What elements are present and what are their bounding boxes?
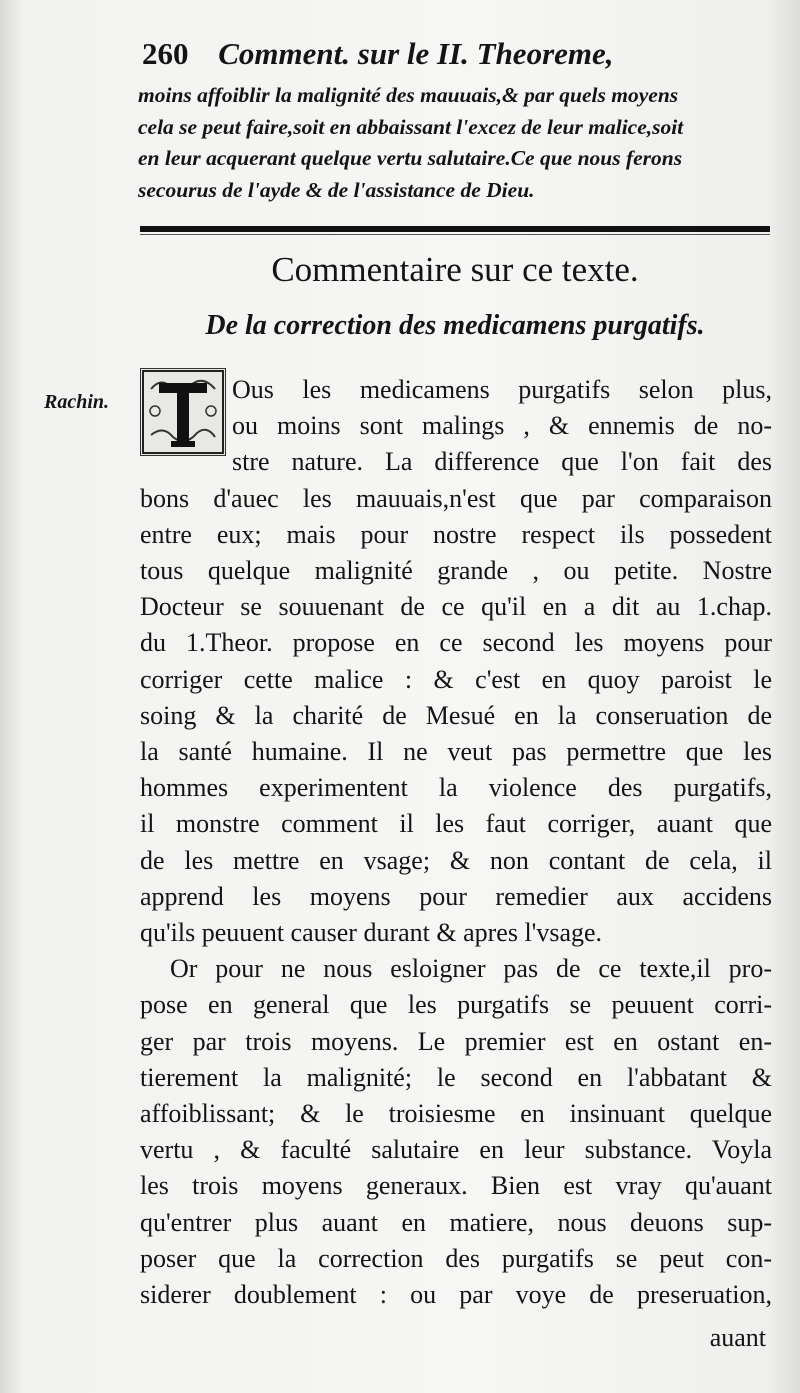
text-line: corriger cette malice : & c'est en quoy paroist le [140, 664, 772, 694]
text-line: les trois moyens generaux. Bien est vray qu'auant [140, 1171, 772, 1201]
text-line: de les mettre en vsage; & non contant de cela, il [140, 845, 772, 875]
section-title: Commentaire sur ce texte. [271, 250, 639, 289]
text-line: vertu , & faculté salutaire en leur substance. Voyla [140, 1135, 772, 1165]
text-line: ou moins sont malings , & ennemis de no- [232, 411, 772, 441]
body-text [140, 372, 772, 1313]
catchword: auant [709, 1323, 766, 1352]
text-line: qu'entrer plus auant en matiere, nous deuons sup- [140, 1207, 772, 1237]
text-line: pose en general que les purgatifs se peuuent corri- [140, 990, 772, 1020]
intro-text [138, 80, 778, 206]
text-line: siderer doublement : ou par voye de preseruation, [140, 1280, 772, 1310]
running-header [142, 36, 772, 72]
intro-line: en leur acquerant quelque vertu salutaire.Ce que nous ferons [138, 146, 683, 170]
text-line: bons d'auec les mauuais,n'est que par comparaison [140, 483, 772, 513]
intro-line: cela se peut faire,soit en abbaissant l'excez de leur malice,soit [138, 114, 684, 139]
intro-line: secourus de l'ayde & de l'assistance de Dieu. [138, 177, 535, 202]
text-line: entre eux; mais pour nostre respect ils possedent [140, 519, 772, 549]
intro-line: moins affoiblir la malignité des mauuais,& par quels moyens [138, 83, 679, 107]
text-line: Or pour ne nous esloigner pas de ce texte,il pro- [170, 954, 772, 984]
text-line: ger par trois moyens. Le premier est en ostant en- [140, 1026, 772, 1056]
text-line: tierement la malignité; le second en l'abbatant & [140, 1062, 772, 1092]
text-line: soing & la charité de Mesué en la conseruation de [140, 700, 772, 730]
text-line: Ous les medicamens purgatifs selon plus, [232, 375, 772, 404]
text-line: tous quelque malignité grande , ou petite. Nostre [140, 556, 772, 586]
text-line: du 1.Theor. propose en ce second les moyens pour [140, 628, 772, 658]
text-line: poser que la correction des purgatifs se peut con- [140, 1243, 772, 1273]
section-subtitle: De la correction des medicamens purgatifs. [205, 310, 705, 341]
text-line: hommes experimentent la violence des purgatifs, [140, 773, 772, 803]
running-title: Comment. sur le II. Theoreme, [218, 36, 614, 71]
text-line: stre nature. La difference que l'on fait des [232, 447, 772, 477]
text-line: qu'ils peuuent causer durant & apres l'vsage. [140, 918, 603, 948]
text-line: il monstre comment il les faut corriger, auant que [140, 809, 772, 839]
text-line: apprend les moyens pour remedier aux accidens [140, 881, 772, 911]
text-line: affoiblissant; & le troisiesme en insinuant quelque [140, 1099, 772, 1129]
margin-note: Rachin. [44, 391, 110, 413]
divider-rule-thin [140, 234, 770, 235]
text-line: Docteur se souuenant de ce qu'il en a dit au 1.chap. [140, 592, 772, 622]
page-number: 260 [142, 36, 189, 71]
text-line: la santé humaine. Il ne veut pas permettre que les [140, 737, 772, 767]
divider-rule [140, 226, 770, 232]
